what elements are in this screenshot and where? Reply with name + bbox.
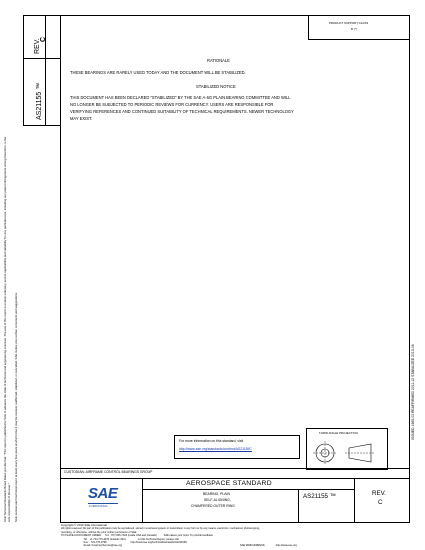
sae-logo-underline (88, 503, 118, 504)
footer-order-line-2: Tel: +1 724-776-4970 (outside USA) on this Technical Report, please visit (61, 537, 179, 541)
rationale-text: THESE BEARINGS ARE RARELY USED TODAY AND THE DOCUMENT WILL BE STABILIZED. (70, 70, 246, 75)
stabilized-title: STABILIZED NOTICE (196, 84, 236, 89)
projection-label: THIRD ANGLE PROJECTION (319, 431, 358, 435)
issue-dates: ISSUED 1965-03 REAFFIRMED 2011-12 STABILIZED 2013-06 (411, 344, 415, 440)
header-doc-number: AS21155 ™ (36, 82, 43, 120)
title-block-standard-rule (142, 489, 354, 490)
footer-rights: All rights reserved. No part of this publication may be reproduced, stored in a retrieval system or transmitted, in any form or by any means, electronic, mechanical, photocopying, (61, 527, 260, 530)
sae-logo-sub: INTERNATIONAL (89, 505, 108, 508)
stabilized-line-3: VERIFYING REFERENCES AND CONTINUED SUITABILITY OF TECHNICAL REQUIREMENTS. NEWER TECHNOLOGY (70, 109, 294, 114)
title-block-doc-number: AS21155 ™ (303, 493, 336, 500)
title-line-3: CHAMFERED OUTER RING (191, 504, 235, 508)
projection-box (306, 428, 388, 470)
title-block-number-divider (298, 489, 299, 522)
info-box-link[interactable]: http://www.sae.org/standards/content/AS21155C (179, 447, 252, 451)
custodian-top-rule (60, 468, 410, 469)
stabilized-line-2: NO LONGER BE SUBJECTED TO PERIODIC REVIEWS FOR CURRENCY. USERS ARE RESPONSIBLE FOR (70, 102, 274, 107)
left-margin-text-2: SAE reviews each technical report at least every five years at which time it may be revised, reaffirmed, stabilized, or cancelled. SAE invites your written comments and suggestions. (14, 292, 18, 522)
projection-symbol-icon (311, 439, 383, 467)
footer-copyright: Copyright © 2013 SAE International (61, 523, 107, 527)
title-block-rev-label: REV. (372, 490, 386, 497)
left-column-top (23, 15, 61, 16)
product-support-box (308, 15, 410, 40)
header-rev-label: REV. (34, 38, 41, 54)
info-box-line1: For more information on this standard, visit (179, 439, 244, 443)
product-support-line1: PRODUCT SUPPORT CLASS (329, 21, 369, 25)
left-column-bottom (23, 125, 61, 126)
footer-order-line: TO PLACE A DOCUMENT ORDER: Tel: 877-606-7323 (inside USA and Canada) SAE values your input. To provide feedback (61, 534, 213, 537)
footer-email: Email: CustomerService@sae.org (61, 544, 123, 548)
footer-web: SAE WEB ADDRESS: http://www.sae.org (240, 544, 297, 548)
frame-bottom (60, 522, 410, 523)
title-block-logo-divider (142, 478, 143, 522)
aerospace-standard-label: AEROSPACE STANDARD (186, 480, 272, 487)
title-line-2: SELF-ALIGNING, (204, 498, 231, 502)
left-column-divider (45, 15, 46, 125)
title-line-1: BEARING, PLAIN (203, 492, 230, 496)
product-support-line2: B (*) (351, 27, 357, 31)
left-margin-text-1: SAE Technical Standards Board Rules provide that: "This report is published by SAE to advance the state of technical and engineering sciences. The use of this report is entirely voluntary, and its applicability and suitability for any particular use, including any patent infringement arising therefrom, is the sole responsibility of the user." (3, 136, 11, 522)
left-column-mid (23, 58, 61, 59)
title-block-rev-divider (354, 478, 355, 522)
custodian-bottom-rule (60, 478, 410, 479)
header-rev-value: C (40, 36, 47, 42)
footer-permission: recording, or otherwise, without the prior written permission of SAE. (61, 530, 138, 534)
info-box (174, 435, 300, 459)
rationale-title: RATIONALE (207, 58, 230, 63)
title-block-rev-value: C (378, 499, 383, 506)
frame-left (60, 15, 61, 523)
sae-logo-text: SAE (88, 485, 118, 502)
custodian-text: CUSTODIAN: AIRFRAME CONTROL BEARINGS GROUP (64, 470, 153, 474)
frame-right (409, 15, 410, 523)
footer-order-line-3: Fax: 724-776-0790 http://www.sae.org/technical/standards/AS21155C (61, 541, 188, 544)
sae-logo (86, 484, 122, 514)
stabilized-line-4: MAY EXIST. (70, 116, 93, 121)
stabilized-line-1: THIS DOCUMENT HAS BEEN DECLARED "STABILIZED" BY THE SAE A-6G PLAIN BEARING COMMITTEE AND WILL (70, 95, 291, 100)
left-column-left (23, 15, 24, 125)
